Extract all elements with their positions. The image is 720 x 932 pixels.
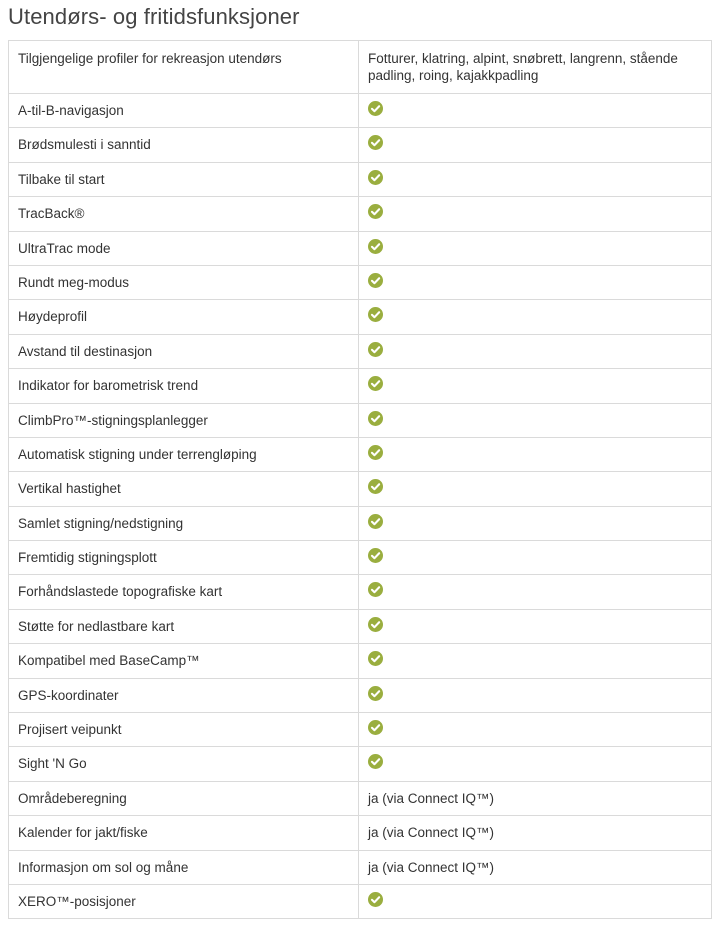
feature-label: XERO™-posisjoner — [9, 884, 359, 918]
feature-value — [359, 472, 712, 506]
table-row — [9, 506, 712, 540]
check-circle-icon — [368, 720, 383, 735]
check-circle-icon — [368, 135, 383, 150]
feature-value: ja (via Connect IQ™) — [359, 816, 712, 850]
feature-label: ClimbPro™-stigningsplanlegger — [9, 403, 359, 437]
check-circle-icon — [368, 376, 383, 391]
table-row — [9, 162, 712, 196]
feature-label: Sight 'N Go — [9, 747, 359, 781]
check-circle-icon — [368, 170, 383, 185]
feature-value: ja (via Connect IQ™) — [359, 850, 712, 884]
table-row — [9, 781, 712, 815]
table-row — [9, 403, 712, 437]
check-circle-icon — [368, 273, 383, 288]
table-row — [9, 713, 712, 747]
feature-value — [359, 300, 712, 334]
feature-value — [359, 644, 712, 678]
table-row — [9, 884, 712, 918]
feature-label: Høydeprofil — [9, 300, 359, 334]
table-row — [9, 575, 712, 609]
table-row — [9, 816, 712, 850]
feature-value — [359, 506, 712, 540]
feature-label: Avstand til destinasjon — [9, 334, 359, 368]
feature-value — [359, 94, 712, 128]
check-circle-icon — [368, 239, 383, 254]
feature-label: Fremtidig stigningsplott — [9, 541, 359, 575]
check-circle-icon — [368, 445, 383, 460]
check-circle-icon — [368, 651, 383, 666]
feature-label: Kompatibel med BaseCamp™ — [9, 644, 359, 678]
feature-value — [359, 162, 712, 196]
feature-value — [359, 437, 712, 471]
table-row — [9, 128, 712, 162]
page-title: Utendørs- og fritidsfunksjoner — [8, 4, 300, 29]
feature-value — [359, 265, 712, 299]
table-row — [9, 41, 712, 94]
feature-label: A-til-B-navigasjon — [9, 94, 359, 128]
table-row — [9, 437, 712, 471]
table-row — [9, 334, 712, 368]
check-circle-icon — [368, 686, 383, 701]
feature-label: Tilbake til start — [9, 162, 359, 196]
table-row — [9, 541, 712, 575]
feature-value — [359, 747, 712, 781]
feature-label: Rundt meg-modus — [9, 265, 359, 299]
table-row — [9, 644, 712, 678]
check-circle-icon — [368, 892, 383, 907]
feature-label: Kalender for jakt/fiske — [9, 816, 359, 850]
feature-label: TracBack® — [9, 197, 359, 231]
table-row — [9, 265, 712, 299]
feature-value: ja (via Connect IQ™) — [359, 781, 712, 815]
feature-label: Samlet stigning/nedstigning — [9, 506, 359, 540]
feature-label: Projisert veipunkt — [9, 713, 359, 747]
feature-label: Støtte for nedlastbare kart — [9, 609, 359, 643]
check-circle-icon — [368, 754, 383, 769]
feature-label: UltraTrac mode — [9, 231, 359, 265]
feature-value — [359, 231, 712, 265]
check-circle-icon — [368, 582, 383, 597]
table-row — [9, 231, 712, 265]
check-circle-icon — [368, 617, 383, 632]
feature-label: Informasjon om sol og måne — [9, 850, 359, 884]
feature-label: Automatisk stigning under terrengløping — [9, 437, 359, 471]
feature-value — [359, 128, 712, 162]
features-table — [8, 40, 712, 919]
table-row — [9, 197, 712, 231]
feature-value — [359, 884, 712, 918]
feature-label: Tilgjengelige profiler for rekreasjon utendørs — [9, 41, 359, 94]
check-circle-icon — [368, 548, 383, 563]
feature-value — [359, 541, 712, 575]
feature-value — [359, 575, 712, 609]
feature-value — [359, 609, 712, 643]
feature-value — [359, 678, 712, 712]
feature-label: Forhåndslastede topografiske kart — [9, 575, 359, 609]
check-circle-icon — [368, 204, 383, 219]
table-row — [9, 747, 712, 781]
check-circle-icon — [368, 479, 383, 494]
table-row — [9, 300, 712, 334]
features-table-body — [9, 41, 712, 919]
feature-value — [359, 713, 712, 747]
check-circle-icon — [368, 307, 383, 322]
feature-label: GPS-koordinater — [9, 678, 359, 712]
table-row — [9, 369, 712, 403]
table-row — [9, 678, 712, 712]
feature-label: Indikator for barometrisk trend — [9, 369, 359, 403]
feature-label: Vertikal hastighet — [9, 472, 359, 506]
feature-value — [359, 334, 712, 368]
feature-value — [359, 403, 712, 437]
feature-value: Fotturer, klatring, alpint, snøbrett, langrenn, stående padling, roing, kajakkpadling — [359, 41, 712, 94]
feature-value — [359, 197, 712, 231]
check-circle-icon — [368, 514, 383, 529]
table-row — [9, 850, 712, 884]
table-row — [9, 609, 712, 643]
check-circle-icon — [368, 342, 383, 357]
check-circle-icon — [368, 411, 383, 426]
feature-value — [359, 369, 712, 403]
feature-label: Brødsmulesti i sanntid — [9, 128, 359, 162]
check-circle-icon — [368, 101, 383, 116]
table-row — [9, 472, 712, 506]
feature-label: Områdeberegning — [9, 781, 359, 815]
table-row — [9, 94, 712, 128]
